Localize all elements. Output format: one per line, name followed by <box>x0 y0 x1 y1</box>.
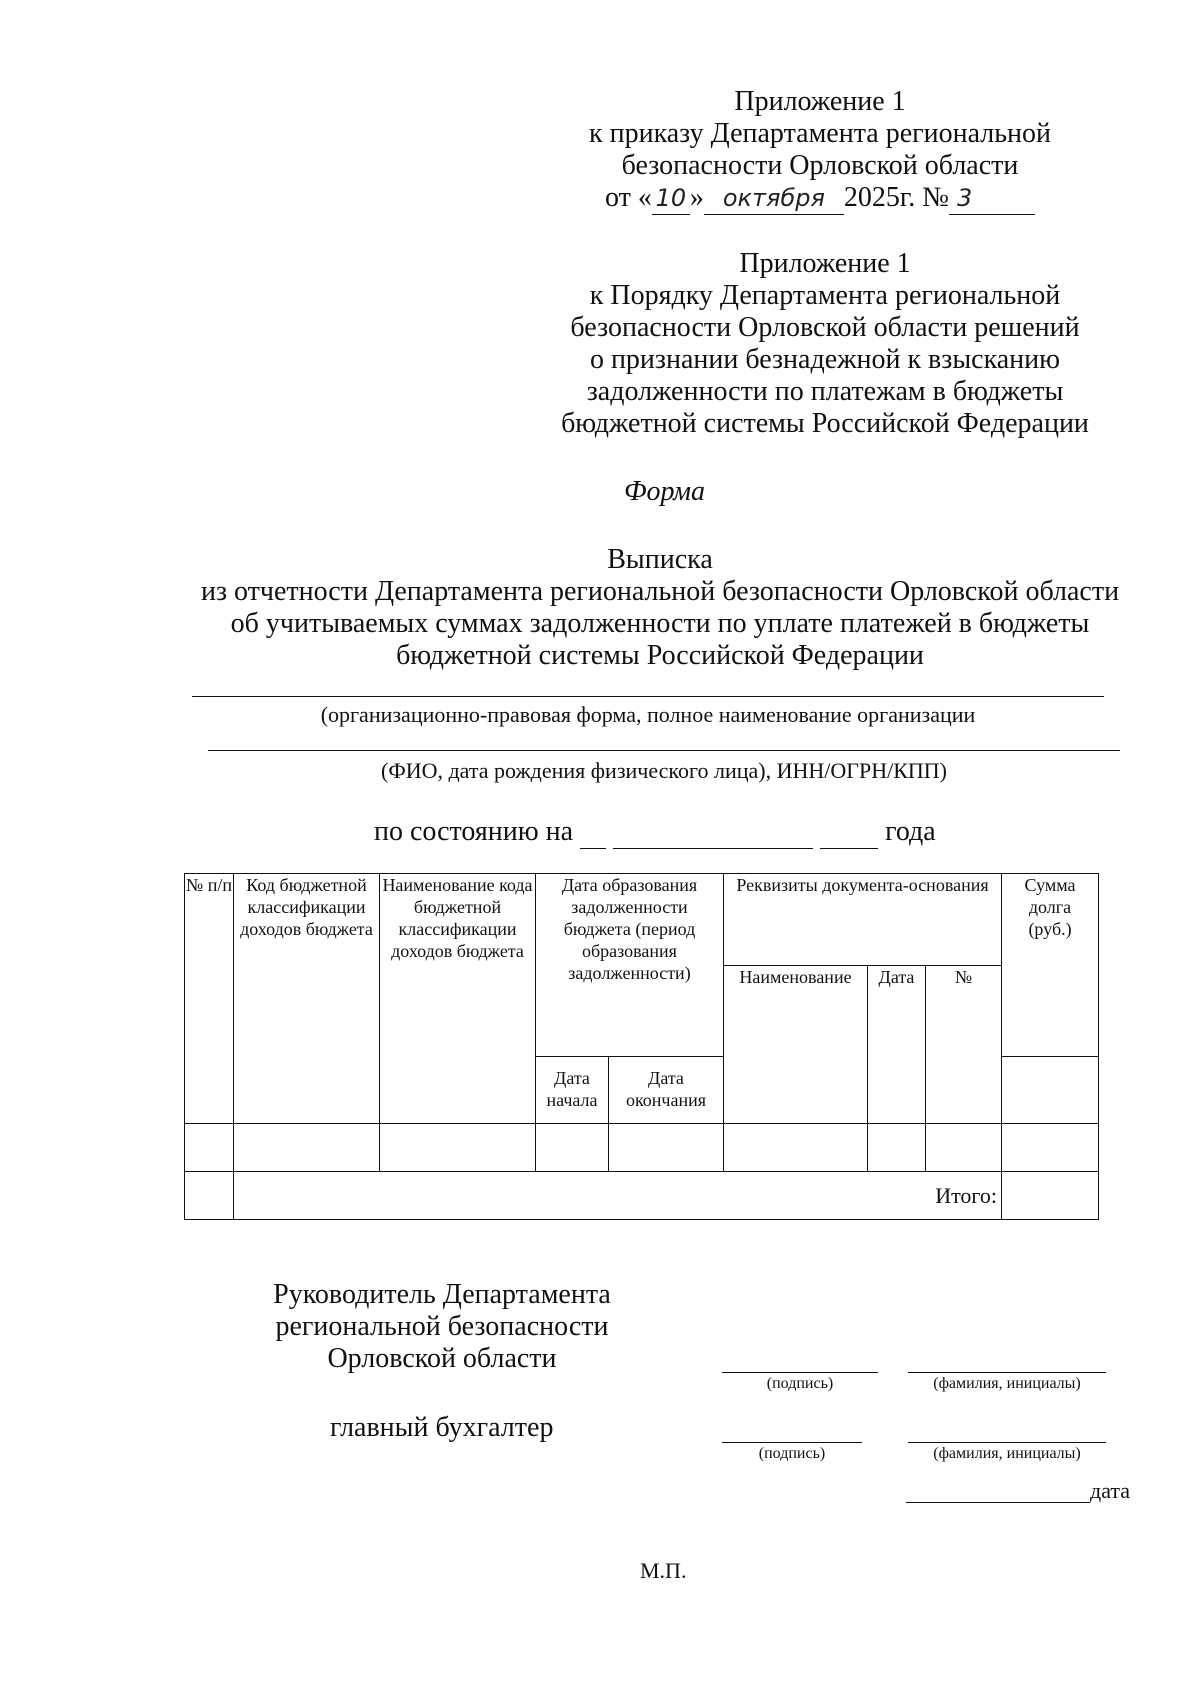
appendix-order-line3: безопасности Орловской области <box>621 150 1019 181</box>
title-line2: из отчетности Департамента региональной безопасности Орловской области <box>200 576 1120 607</box>
table-header-row-1 <box>185 874 1099 966</box>
date-prefix: от « <box>605 182 652 213</box>
appendix-procedure-line2: к Порядку Департамента региональной <box>589 280 1061 311</box>
table-cell <box>536 1124 609 1172</box>
table-cell <box>380 1124 536 1172</box>
as-of-suffix: года <box>885 816 936 847</box>
head-line1: Руководитель Департамента <box>273 1279 611 1310</box>
appendix-order-line2: к приказу Департамента региональной <box>589 118 1051 149</box>
accountant-name-line <box>908 1442 1106 1443</box>
title-line3: об учитываемых суммах задолженности по уплате платежей в бюджеты <box>230 608 1090 639</box>
date-mid: » <box>689 182 704 213</box>
as-of-prefix: по состоянию на <box>374 816 574 847</box>
header-doc-no: № <box>926 966 1002 1124</box>
table-cell <box>868 1124 926 1172</box>
header-sum-empty <box>1002 1057 1099 1124</box>
title-line1: Выписка <box>607 544 713 575</box>
date-label: дата <box>1090 1478 1131 1503</box>
org-name-line <box>192 696 1104 697</box>
table-cell <box>609 1124 724 1172</box>
appendix-procedure-line5: задолженности по платежам в бюджеты <box>586 376 1064 407</box>
stamp-label: М.П. <box>640 1558 687 1583</box>
appendix-procedure-line4: о признании безнадежной к взысканию <box>589 344 1061 375</box>
accountant-name-caption: (фамилия, инициалы) <box>933 1445 1081 1462</box>
head-title-block <box>262 1279 622 1375</box>
header-num: № п/п <box>185 874 234 1124</box>
person-caption: (ФИО, дата рождения физического лица), ИНН/ОГРН/КПП) <box>381 758 947 783</box>
header-code: Код бюджетной классификации доходов бюджета <box>234 874 380 1124</box>
table-cell <box>185 1172 234 1220</box>
form-label: Форма <box>624 476 705 507</box>
head-signature-line <box>722 1372 878 1373</box>
head-line2: региональной безопасности <box>275 1311 609 1342</box>
header-sum: Сумма долга (руб.) <box>1002 874 1099 1057</box>
head-line3: Орловской области <box>327 1343 557 1374</box>
header-date: Дата образования задолженности бюджета (период образования задолженности) <box>536 874 724 1057</box>
table-cell <box>185 1124 234 1172</box>
as-of-month-blank <box>613 816 813 849</box>
header-date-end: Дата окончания <box>609 1057 724 1124</box>
header-doc-date: Дата <box>868 966 926 1124</box>
header-doc-name: Наименование <box>724 966 868 1124</box>
accountant-signature-caption: (подпись) <box>758 1445 826 1462</box>
table-cell <box>724 1124 868 1172</box>
appendix-procedure-block <box>540 248 1110 440</box>
number-handwritten: 3 <box>949 182 1035 215</box>
accountant-label: главный бухгалтер <box>330 1412 554 1443</box>
table-cell <box>234 1124 380 1172</box>
table-cell <box>1002 1124 1099 1172</box>
debt-table <box>184 873 1099 1220</box>
month-handwritten: октября <box>704 182 844 215</box>
appendix-procedure-line6: бюджетной системы Российской Федерации <box>561 408 1089 439</box>
person-name-line <box>208 750 1120 751</box>
head-signature-caption: (подпись) <box>766 1375 834 1392</box>
appendix-order-block <box>560 86 1080 215</box>
appendix-procedure-line1: Приложение 1 <box>739 248 911 279</box>
as-of-year-blank <box>820 816 878 849</box>
table-row <box>185 1124 1099 1172</box>
as-of-day-blank <box>580 816 606 849</box>
day-handwritten: 10 <box>652 182 690 215</box>
date-line <box>906 1502 1090 1503</box>
appendix-order-line1: Приложение 1 <box>734 86 906 117</box>
total-value-cell <box>1002 1172 1099 1220</box>
as-of-date-line <box>374 816 936 849</box>
header-code-name: Наименование кода бюджетной классификации доходов бюджета <box>380 874 536 1124</box>
title-line4: бюджетной системы Российской Федерации <box>396 640 924 671</box>
header-date-start: Дата начала <box>536 1057 609 1124</box>
appendix-procedure-line3: безопасности Орловской области решений <box>570 312 1080 343</box>
head-name-line <box>908 1372 1106 1373</box>
org-caption: (организационно-правовая форма, полное наименование организации <box>320 702 976 727</box>
year-label: 2025г. № <box>843 182 949 213</box>
appendix-order-date-line <box>560 182 1080 215</box>
document-title <box>180 544 1140 672</box>
header-doc: Реквизиты документа-основания <box>724 874 1002 966</box>
accountant-signature-line <box>722 1442 862 1443</box>
head-name-caption: (фамилия, инициалы) <box>933 1375 1081 1392</box>
total-label: Итого: <box>234 1172 1002 1220</box>
table-cell <box>926 1124 1002 1172</box>
table-total-row <box>185 1172 1099 1220</box>
